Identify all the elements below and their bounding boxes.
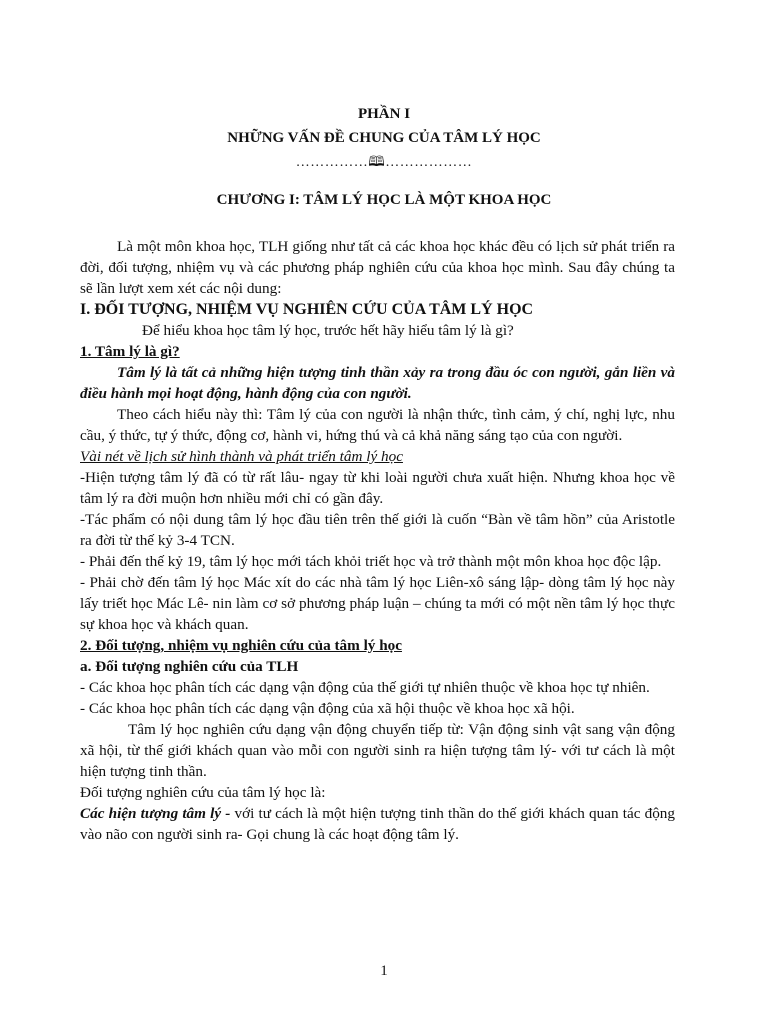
transition-paragraph: Tâm lý học nghiên cứu dạng vận động chuyển tiếp từ: Vận động sinh vật sang vận động xã hội, từ thế giới khách quan vào mỗi con người sinh ra hiện tượng tâm lý- với tư cách là một hiện tượng tinh thần. (80, 721, 675, 780)
social-sciences-item: - Các khoa học phân tích các dạng vận động của xã hội thuộc về khoa học xã hội. (80, 700, 575, 717)
history-heading: Vài nét về lịch sử hình thành và phát triển tâm lý học (80, 448, 403, 465)
chapter-title: CHƯƠNG I: TÂM LÝ HỌC LÀ MỘT KHOA HỌC (216, 192, 552, 208)
body-text (80, 236, 675, 845)
part-subtitle: NHỮNG VẤN ĐỀ CHUNG CỦA TÂM LÝ HỌC (227, 130, 541, 146)
history-item: -Hiện tượng tâm lý đã có từ rất lâu- ngay từ khi loài người chưa xuất hiện. Nhưng khoa học về tâm lý ra đời muộn hơn nhiều mới chỉ có gần đây. (80, 469, 675, 507)
object-term: Các hiện tượng tâm lý - (80, 805, 231, 822)
natural-sciences-item: - Các khoa học phân tích các dạng vận động của thế giới tự nhiên thuộc về khoa học tự nhiên. (80, 679, 650, 696)
section-heading: I. ĐỐI TƯỢNG, NHIỆM VỤ NGHIÊN CỨU CỦA TÂM LÝ HỌC (80, 301, 534, 318)
psychology-definition: Tâm lý là tất cả những hiện tượng tinh thần xảy ra trong đầu óc con người, gắn liền và điều hành mọi hoạt động, hành động của con người. (80, 364, 675, 402)
subsubsection-heading-a: a. Đối tượng nghiên cứu của TLH (80, 658, 299, 675)
history-item: - Phải chờ đến tâm lý học Mác xít do các nhà tâm lý học Liên-xô sáng lập- dòng tâm lý học này lấy triết học Mác Lê- nin làm cơ sở phương pháp luận – chúng ta mới có một nền tâm lý học thực sự khoa học và khách quan. (80, 574, 675, 633)
intro-paragraph: Là một môn khoa học, TLH giống như tất cả các khoa học khác đều có lịch sử phát triển ra đời, đối tượng, nhiệm vụ và các phương pháp nghiên cứu của khoa học mình. Sau đây chúng ta sẽ lần lượt xem xét các nội dung: (80, 238, 675, 297)
definition-explanation: Theo cách hiểu này thì: Tâm lý của con người là nhận thức, tình cảm, ý chí, nghị lực, nhu cầu, ý thức, tự ý thức, động cơ, hành vi, hứng thú và cả khả năng sáng tạo của con người. (80, 406, 675, 444)
ornament-divider: ……………🕮……………… (295, 155, 473, 170)
object-paragraph (80, 803, 675, 845)
history-item: -Tác phẩm có nội dung tâm lý học đầu tiên trên thế giới là cuốn “Bàn về tâm hồn” của Aristotle ra đời từ thế kỷ 3-4 TCN. (80, 511, 675, 549)
page-number: 1 (380, 963, 388, 979)
object-lead: Đối tượng nghiên cứu của tâm lý học là: (80, 784, 326, 801)
object-rest: với tư cách là một hiện tượng tinh thần do thế giới khách quan tác động vào não con người sinh ra- Gọi chung là các hoạt động tâm lý. (80, 805, 675, 843)
subsection-heading-2: 2. Đối tượng, nhiệm vụ nghiên cứu của tâm lý học (80, 637, 402, 654)
history-item: - Phải đến thế kỷ 19, tâm lý học mới tách khỏi triết học và trở thành một môn khoa học độc lập. (80, 553, 662, 570)
section-lead: Để hiểu khoa học tâm lý học, trước hết hãy hiểu tâm lý là gì? (142, 322, 514, 339)
subsection-heading-1: 1. Tâm lý là gì? (80, 343, 180, 360)
part-title: PHẦN I (357, 106, 411, 122)
